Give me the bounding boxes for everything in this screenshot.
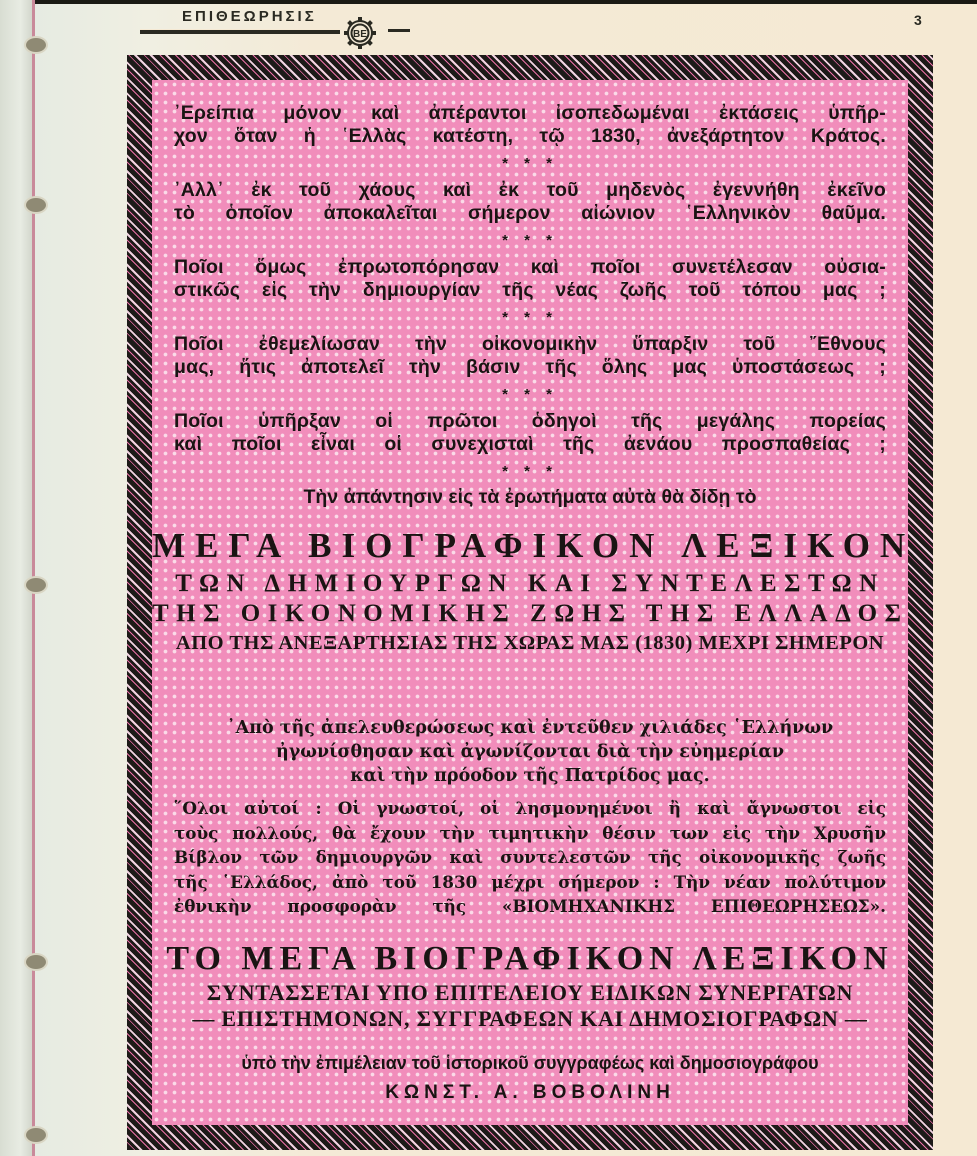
header-rule — [140, 29, 340, 34]
binding-stitch — [24, 953, 48, 971]
text-line: καὶ τὴν πρόοδον τῆς Πατρίδος μας. — [350, 766, 710, 786]
dictionary-title-block — [152, 526, 916, 655]
editor-line: ὑπὸ τὴν ἐπιμέλειαν τοῦ ἱστορικοῦ συγγραφέως καὶ δημοσιογράφου — [241, 1053, 819, 1073]
text-line: Ποῖοι ὑπῆρξαν οἱ πρῶτοι ὁδηγοὶ τῆς μεγάλης πορείας — [174, 410, 886, 432]
text-line: χον ὅταν ἡ ῾Ελλὰς κατέστη, τῷ 1830, ἀνεξάρτητον Κράτος. — [174, 125, 886, 147]
text-line: Ποῖοι ἐθεμελίωσαν τὴν οἰκονομικὴν ὕπαρξιν τοῦ ῎Εθνους — [174, 333, 886, 355]
text-line: καὶ ποῖοι εἶναι οἱ συνεχισταὶ τῆς ἀενάου προσπαθείας ; — [174, 433, 886, 455]
text-line: στικῶς εἰς τὴν δημιουργίαν τῆς νέας ζωῆς τοῦ τόπου μας ; — [174, 279, 886, 301]
binding-stitch — [24, 576, 48, 594]
author-name: ΚΩΝΣΤ. Α. ΒΟΒΟΛΙΝΗ — [385, 1082, 675, 1103]
question-foundations — [152, 333, 908, 379]
logo-lettering: ΒΕ — [353, 29, 367, 40]
question-leaders — [152, 410, 908, 456]
separator-stars: * * * — [502, 232, 558, 249]
binding-stitch — [24, 196, 48, 214]
text-line: Ποῖοι ὅμως ἐπρωτοπόρησαν καὶ ποῖοι συνετέλεσαν οὐσια- — [174, 256, 886, 278]
magazine-header-title: ΕΠΙΘΕΩΡΗΣΙΣ — [182, 8, 317, 25]
advertisement-body — [152, 80, 916, 1125]
binding-stitch — [24, 36, 48, 54]
dictionary-subtitle-2: ΤΗΣ ΟΙΚΟΝΟΜΙΚΗΣ ΖΩΗΣ ΤΗΣ ΕΛΛΑΔΟΣ — [152, 600, 909, 627]
text-line: ᾿Αλλ᾿ ἐκ τοῦ χάους καὶ ἐκ τοῦ μηδενὸς ἐγεννήθη ἐκεῖνο — [174, 179, 886, 201]
text-line: ῞Ολοι αὐτοί : Οἱ γνωστοί, οἱ λησμονημένοι ἢ καὶ ἄγνωστοι εἰς — [174, 798, 886, 818]
text-line: ᾿Απὸ τῆς ἀπελευθερώσεως καὶ ἐντεῦθεν χιλιάδες ῾Ελλήνων — [226, 718, 834, 738]
separator-stars: * * * — [502, 463, 558, 480]
golden-book-paragraph — [152, 796, 908, 919]
page-number: 3 — [914, 12, 922, 28]
dictionary-subtitle-3: ΑΠΟ ΤΗΣ ΑΝΕΞΑΡΤΗΣΙΑΣ ΤΗΣ ΧΩΡΑΣ ΜΑΣ (1830) ΜΕΧΡΙ ΣΗΜΕΡΟΝ — [175, 632, 885, 654]
closing-title-block — [152, 940, 908, 1032]
text-line: ᾿Ερείπια μόνον καὶ ἀπέραντοι ἰσοπεδωμέναι ἐκτάσεις ὑπῆρ- — [174, 102, 886, 124]
binding-stitch — [24, 1126, 48, 1144]
text-line: μας, ἥτις ἀποτελεῖ τὴν βάσιν τῆς ὅλης μας ὑποστάσεως ; — [174, 356, 886, 378]
liberation-paragraph — [152, 716, 908, 788]
text-line: Βίβλον τῶν δημιουργῶν καὶ συντελεστῶν τῆς οἰκονομικῆς ζωῆς — [174, 847, 886, 867]
header-rule-arrow — [388, 29, 410, 32]
text-line: τοὺς πολλούς, θὰ ἔχουν τὴν τιμητικὴν θέσιν των εἰς τὴν Χρυσῆν — [174, 822, 886, 843]
closing-subtitle-1: ΣΥΝΤΑΣΣΕΤΑΙ ΥΠΟ ΕΠΙΤΕΛΕΙΟΥ ΕΙΔΙΚΩΝ ΣΥΝΕΡΓΑΤΩΝ — [206, 980, 854, 1005]
separator-stars: * * * — [502, 309, 558, 326]
text-line: τὸ ὁποῖον ἀποκαλεῖται σήμερον αἰώνιον ῾Ελληνικὸν θαῦμα. — [174, 202, 886, 224]
intro-paragraph — [152, 102, 908, 148]
closing-title: ΤΟ ΜΕΓΑ ΒΙΟΓΡΑΦΙΚΟΝ ΛΕΞΙΚΟΝ — [166, 940, 894, 977]
advertisement-frame — [127, 55, 933, 1150]
miracle-paragraph — [152, 179, 908, 225]
text-line: ἐθνικὴν προσφορὰν τῆς «ΒΙΟΜΗΧΑΝΙΚΗΣ ΕΠΙΘΕΩΡΗΣΕΩΣ». — [174, 896, 886, 916]
dictionary-title: ΜΕΓΑ ΒΙΟΓΡΑΦΙΚΟΝ ΛΕΞΙΚΟΝ — [152, 526, 916, 565]
text-line: τῆς ῾Ελλάδος, ἀπὸ τοῦ 1830 μέχρι σήμερον : Τὴν νέαν πολύτιμον — [174, 871, 886, 892]
separator-stars: * * * — [502, 386, 558, 403]
closing-subtitle-2: — ΕΠΙΣΤΗΜΟΝΩΝ, ΣΥΓΓΡΑΦΕΩΝ ΚΑΙ ΔΗΜΟΣΙΟΓΡΑΦΩΝ — — [192, 1006, 868, 1031]
gear-logo-icon — [337, 16, 383, 50]
answer-lead-line: Τὴν ἀπάντησιν εἰς τὰ ἐρωτήματα αὐτὰ θὰ δίδῃ τὸ — [303, 486, 757, 508]
dictionary-subtitle-1: ΤΩΝ ΔΗΜΙΟΥΡΓΩΝ ΚΑΙ ΣΥΝΤΕΛΕΣΤΩΝ — [175, 570, 885, 597]
text-line: ἠγωνίσθησαν καὶ ἀγωνίζονται διὰ τὴν εὐημερίαν — [276, 742, 784, 762]
separator-stars: * * * — [502, 155, 558, 172]
question-pioneers — [152, 256, 908, 302]
